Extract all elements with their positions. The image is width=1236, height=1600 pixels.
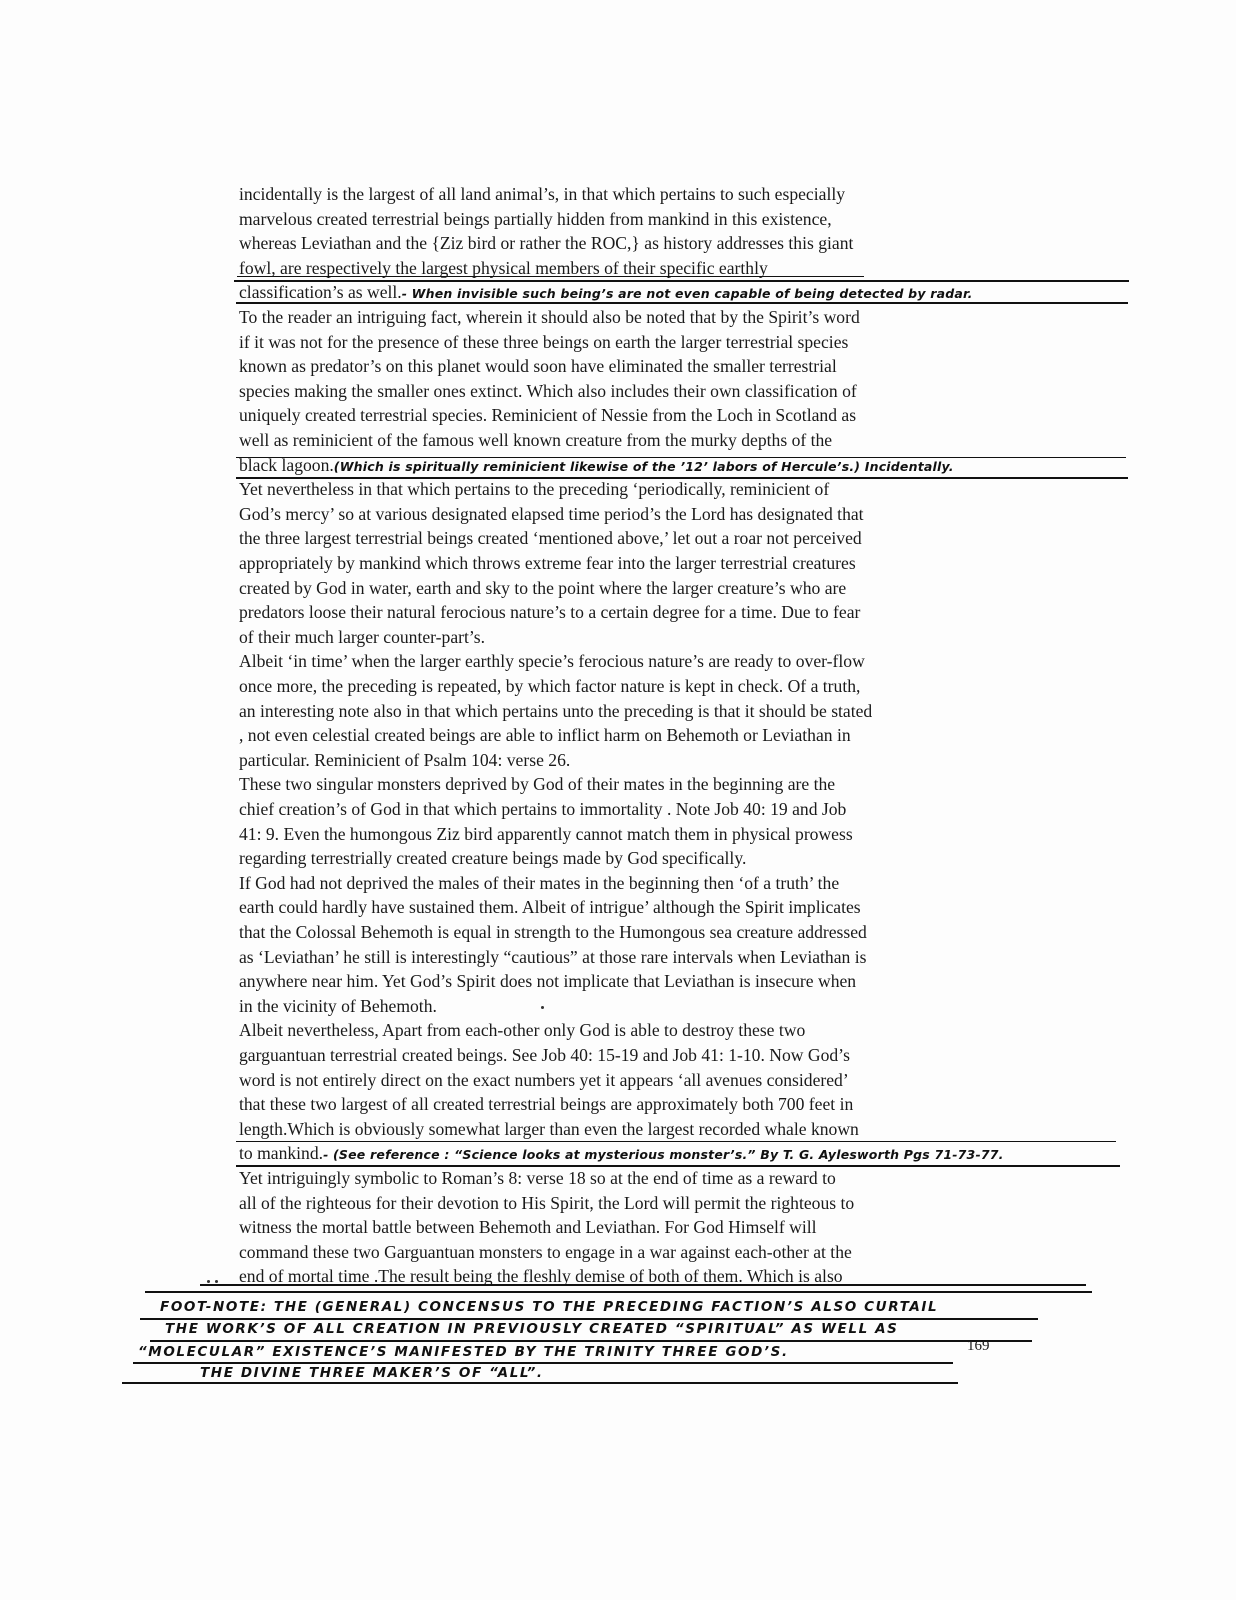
footnote-line: THE WORK’S OF ALL CREATION IN PREVIOUSLY CREATED “SPIRITUAL” AS WELL AS: [165, 1321, 899, 1337]
handwritten-note: (Which is spiritually reminicient likewise of the ’12’ labors of Hercule’s.) Incidentally.: [333, 458, 954, 474]
text-line: earth could hardly have sustained them. Albeit of intrigue’ although the Spirit implicates: [239, 897, 861, 918]
text-line: witness the mortal battle between Behemoth and Leviathan. For God Himself will: [239, 1217, 817, 1238]
text-line: uniquely created terrestrial species. Reminicient of Nessie from the Loch in Scotland as: [239, 405, 857, 426]
page-number: 169: [967, 1338, 990, 1354]
text-line: [239, 1141, 1004, 1165]
text-line: predators loose their natural ferocious nature’s to a certain degree for a time. Due to fear: [239, 602, 861, 623]
footnote-line: FOOT-NOTE: THE (GENERAL) CONCENSUS TO THE PRECEDING FACTION’S ALSO CURTAIL: [160, 1299, 939, 1315]
text-line: Albeit ‘in time’ when the larger earthly specie’s ferocious nature’s are ready to over-flow: [239, 651, 865, 672]
text-line: word is not entirely direct on the exact numbers yet it appears ‘all avenues considered’: [239, 1069, 849, 1090]
text-line: all of the righteous for their devotion to His Spirit, the Lord will permit the righteous to: [239, 1192, 855, 1213]
text-run: classification’s as well.: [239, 282, 402, 303]
text-line: as ‘Leviathan’ he still is interestingly “cautious” at those rare intervals when Leviathan is: [239, 946, 867, 967]
text-line: incidentally is the largest of all land animal’s, in that which pertains to such especially: [239, 184, 846, 204]
text-line: [239, 280, 973, 304]
text-line: command these two Garguantuan monsters to engage in a war against each-other at the: [239, 1241, 852, 1262]
text-line: if it was not for the presence of these three beings on earth the larger terrestrial species: [239, 331, 849, 352]
text-line: Yet nevertheless in that which pertains to the preceding ‘periodically, reminicient of: [239, 479, 830, 500]
text-line: the three largest terrestrial beings created ‘mentioned above,’ let out a roar not perceived: [239, 528, 862, 549]
text-line: garguantuan terrestrial created beings. See Job 40: 15-19 and Job 41: 1-10. Now God’s: [239, 1045, 850, 1065]
underline-rule: [236, 457, 1126, 458]
text-line: anywhere near him. Yet God’s Spirit does not implicate that Leviathan is insecure when: [239, 971, 857, 992]
underline-rule: [236, 477, 1128, 479]
underline-rule: [236, 302, 1128, 304]
text-line: chief creation’s of God in that which pertains to immortality . Note Job 40: 19 and Job: [239, 799, 847, 819]
handwritten-note: - When invisible such being’s are not even capable of being detected by radar.: [401, 286, 973, 302]
text-line: appropriately by mankind which throws extreme fear into the larger terrestrial creatures: [239, 553, 856, 573]
text-run: black lagoon.: [239, 454, 334, 475]
text-line: To the reader an intriguing fact, wherein it should also be noted that by the Spirit’s word: [239, 307, 860, 327]
text-line: Yet intriguingly symbolic to Roman’s 8: verse 18 so at the end of time as a reward to: [239, 1168, 836, 1188]
text-line: well as reminicient of the famous well known creature from the murky depths of the: [239, 430, 833, 450]
text-line: , not even celestial created beings are able to inflict harm on Behemoth or Leviathan in: [239, 725, 851, 746]
underline-rule: [236, 1141, 1116, 1142]
text-line: particular. Reminicient of Psalm 104: verse 26.: [239, 749, 571, 770]
scan-speck: [207, 1280, 210, 1283]
text-line: regarding terrestrially created creature beings made by God specifically.: [239, 848, 747, 869]
text-line: in the vicinity of Behemoth.: [239, 995, 437, 1016]
text-line: created by God in water, earth and sky to the point where the larger creature’s who are: [239, 577, 847, 598]
text-line: that these two largest of all created terrestrial beings are approximately both 700 feet in: [239, 1094, 854, 1115]
text-line: 41: 9. Even the humongous Ziz bird apparently cannot match them in physical prowess: [239, 823, 853, 844]
text-line: that the Colossal Behemoth is equal in strength to the Humongous sea creature addressed: [239, 922, 867, 942]
scan-speck: [541, 1006, 544, 1009]
text-line: fowl, are respectively the largest physical members of their specific earthly: [239, 257, 768, 278]
footnote-line: “MOLECULAR” EXISTENCE’S MANIFESTED BY THE TRINITY THREE GOD’S.: [138, 1344, 789, 1360]
text-line: length.Which is obviously somewhat larger than even the largest recorded whale known: [239, 1118, 859, 1139]
text-line: Albeit nevertheless, Apart from each-other only God is able to destroy these two: [239, 1020, 806, 1041]
footnote-rule: [133, 1362, 953, 1364]
footnote-line: THE DIVINE THREE MAKER’S OF “ALL”.: [200, 1365, 544, 1381]
underline-rule: [236, 1165, 1120, 1167]
text-run: to mankind.: [239, 1143, 324, 1164]
footnote-rule: [140, 1318, 1038, 1320]
underline-rule: [234, 280, 1129, 282]
underline-rule: [200, 1284, 1086, 1286]
text-line: These two singular monsters deprived by God of their mates in the beginning are the: [239, 774, 836, 795]
footnote-rule: [150, 1340, 1032, 1342]
text-line: an interesting note also in that which pertains unto the preceding is that it should be stated: [239, 700, 873, 721]
underline-rule: [145, 1291, 1092, 1293]
footnote-rule: [122, 1382, 958, 1384]
handwritten-note: - (See reference : “Science looks at mysterious monster’s.” By T. G. Aylesworth Pgs 71-73-77.: [323, 1147, 1004, 1163]
text-line: If God had not deprived the males of their mates in the beginning then ‘of a truth’ the: [239, 872, 840, 893]
text-line: known as predator’s on this planet would soon have eliminated the smaller terrestrial: [239, 356, 837, 377]
text-line: God’s mercy’ so at various designated elapsed time period’s the Lord has designated that: [239, 503, 864, 524]
text-line: end of mortal time .The result being the fleshly demise of both of them. Which is also: [239, 1266, 843, 1287]
text-line: whereas Leviathan and the {Ziz bird or rather the ROC,} as history addresses this giant: [239, 233, 854, 254]
text-line: marvelous created terrestrial beings partially hidden from mankind in this existence,: [239, 208, 832, 229]
scan-speck: [215, 1280, 218, 1283]
text-line: of their much larger counter-part’s.: [239, 626, 486, 647]
text-line: species making the smaller ones extinct. Which also includes their own classification of: [239, 380, 857, 401]
underline-rule: [237, 276, 864, 277]
text-line: once more, the preceding is repeated, by which factor nature is kept in check. Of a truth,: [239, 676, 861, 696]
